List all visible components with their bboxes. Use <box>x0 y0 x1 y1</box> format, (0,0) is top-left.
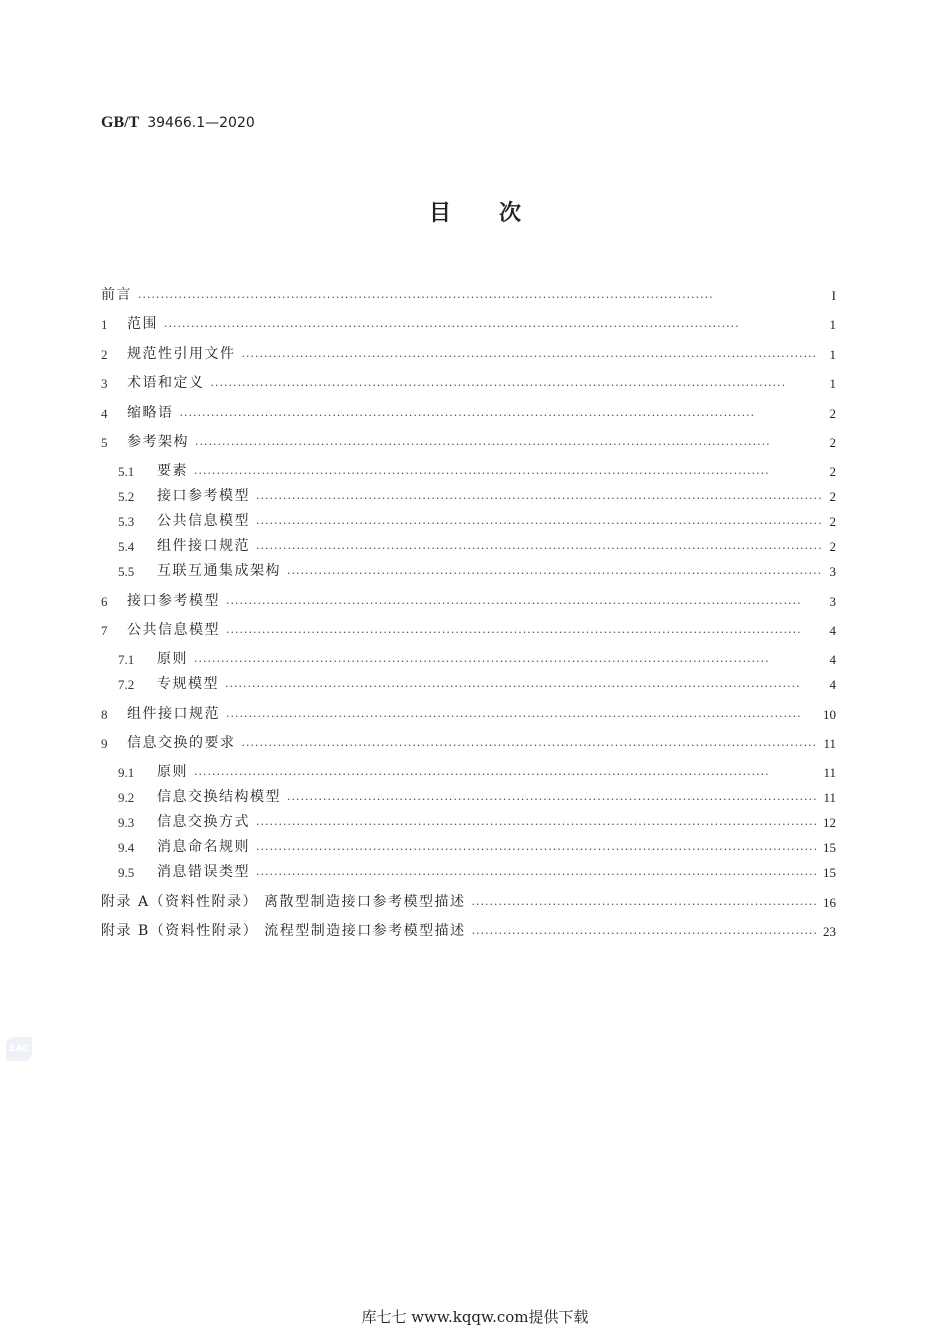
dot-leader <box>256 818 817 831</box>
dot-leader <box>180 409 823 422</box>
dot-leader <box>242 350 823 363</box>
toc-entry-label: 信息交换结构模型 <box>157 789 281 805</box>
dot-leader <box>472 927 817 940</box>
toc-entry-label: 术语和定义 <box>127 375 205 391</box>
toc-entry[interactable] <box>101 723 836 753</box>
toc-entry-page: 4 <box>829 623 836 638</box>
toc-entry-number: 6 <box>101 593 108 609</box>
dot-leader <box>211 379 823 392</box>
toc-entry-label: 信息交换方式 <box>157 814 250 830</box>
toc-entry-number: 9.3 <box>118 815 135 830</box>
standard-number: 39466.1—2020 <box>147 115 255 131</box>
dot-leader <box>138 291 822 304</box>
dot-leader <box>194 655 822 668</box>
toc-entry-label: 接口参考模型 <box>157 488 250 504</box>
toc-entry-page: 1 <box>829 376 836 391</box>
dot-leader <box>194 467 822 480</box>
toc-entry-number: 5.1 <box>118 464 135 479</box>
toc-entry[interactable] <box>101 422 836 452</box>
toc-entry-label: 公共信息模型 <box>127 622 220 638</box>
toc-entry-page: 3 <box>829 564 836 579</box>
toc-entry-page: 2 <box>829 514 836 529</box>
toc-entry[interactable] <box>101 668 836 693</box>
toc-entry-label: 接口参考模型 <box>127 592 220 609</box>
dot-leader <box>256 517 822 530</box>
toc-entry-number: 5.3 <box>118 514 135 529</box>
toc-entry[interactable] <box>101 505 836 530</box>
toc-entry-label: 原则 <box>157 764 188 780</box>
toc-entry[interactable] <box>101 693 836 723</box>
toc-entry[interactable] <box>101 911 836 941</box>
toc-entry-number: 2 <box>101 346 108 362</box>
toc-entry-label: 前言 <box>101 286 132 303</box>
toc-entry-label: 原则 <box>157 651 188 667</box>
toc-entry-number: 7 <box>101 623 108 638</box>
dot-leader <box>287 793 817 806</box>
toc-entry-page: 10 <box>823 706 836 722</box>
toc-entry-number: 5.4 <box>118 539 135 554</box>
toc-entry[interactable] <box>101 781 836 806</box>
toc-entry-page: I <box>831 287 836 303</box>
toc-entry-number: 4 <box>101 405 108 421</box>
toc-entry-label: 范围 <box>127 316 158 332</box>
toc-entry-page: 1 <box>829 317 836 332</box>
toc-entry-label: 附录 A（资料性附录） 离散型制造接口参考模型描述 <box>101 893 466 910</box>
toc-entry-page: 11 <box>823 790 836 805</box>
toc-entry-number: 3 <box>101 376 108 391</box>
dot-leader <box>226 626 822 639</box>
dot-leader <box>256 843 817 856</box>
dot-leader <box>256 868 817 881</box>
toc-entry-number: 5 <box>101 435 108 450</box>
toc-entry-label: 信息交换的要求 <box>127 735 236 751</box>
toc-entry-label: 消息错误类型 <box>157 864 250 880</box>
toc-entry-number: 9.4 <box>118 840 135 855</box>
toc-entry-number: 7.1 <box>118 652 135 667</box>
toc-entry[interactable] <box>101 333 836 363</box>
dot-leader <box>256 542 822 555</box>
toc-entry[interactable] <box>101 831 836 856</box>
toc-entry-label: 参考架构 <box>127 434 189 450</box>
dot-leader <box>225 680 822 693</box>
toc-entry-page: 11 <box>823 736 836 751</box>
dot-leader <box>472 898 817 911</box>
toc-entry-page: 2 <box>829 464 836 479</box>
toc-entry-page: 15 <box>823 840 836 855</box>
toc-entry[interactable] <box>101 363 836 393</box>
dot-leader <box>194 768 817 781</box>
toc-entry[interactable] <box>101 451 836 480</box>
toc-entry-page: 4 <box>829 652 836 667</box>
toc-entry-page: 2 <box>829 435 836 450</box>
dot-leader <box>164 320 822 333</box>
dot-leader <box>195 438 822 451</box>
toc-entry-number: 9 <box>101 736 108 751</box>
toc-entry[interactable] <box>101 752 836 781</box>
dot-leader <box>287 567 822 580</box>
toc-entry-label: 公共信息模型 <box>157 513 250 529</box>
toc-entry-label: 组件接口规范 <box>157 538 250 554</box>
toc-entry[interactable] <box>101 610 836 640</box>
toc-entry-page: 1 <box>829 346 836 362</box>
toc-entry-page: 4 <box>829 677 836 692</box>
toc-entry-number: 5.2 <box>118 489 135 504</box>
toc-entry[interactable] <box>101 856 836 881</box>
toc-entry-number: 1 <box>101 317 108 332</box>
toc-entry-page: 15 <box>823 865 836 880</box>
toc-entry[interactable] <box>101 480 836 505</box>
toc-entry-page: 2 <box>829 539 836 554</box>
toc-entry-label: 组件接口规范 <box>127 705 220 722</box>
standard-prefix: GB/T <box>101 114 140 131</box>
toc-entry-label: 要素 <box>157 463 188 479</box>
toc-entry-label: 规范性引用文件 <box>127 345 236 362</box>
dot-leader <box>226 710 817 723</box>
toc-entry-number: 8 <box>101 706 108 722</box>
toc-entry-page: 3 <box>829 593 836 609</box>
toc-entry-label: 互联互通集成架构 <box>157 563 281 579</box>
toc-entry-page: 2 <box>829 489 836 504</box>
toc-entry[interactable] <box>101 639 836 668</box>
standard-header <box>101 113 255 132</box>
sac-watermark-logo: SAC <box>6 1037 32 1061</box>
toc-entry[interactable] <box>101 274 836 304</box>
dot-leader <box>226 597 822 610</box>
toc-entry-label: 专规模型 <box>157 676 219 692</box>
toc-entry-page: 12 <box>823 815 836 830</box>
toc-entry-number: 9.2 <box>118 790 135 805</box>
page-title: 目次 <box>428 201 569 226</box>
toc-entry-label: 缩略语 <box>127 404 174 421</box>
toc-entry-label: 附录 B（资料性附录） 流程型制造接口参考模型描述 <box>101 923 466 939</box>
dot-leader <box>256 492 822 505</box>
toc-entry[interactable] <box>101 580 836 610</box>
toc-entry-page: 16 <box>823 894 836 910</box>
toc-entry[interactable] <box>101 392 836 422</box>
toc-entry[interactable] <box>101 304 836 334</box>
footer-text: 库七七 www.kqqw.com提供下载 <box>361 1308 589 1326</box>
toc-entry-label: 消息命名规则 <box>157 839 250 855</box>
toc-entry-page: 11 <box>823 765 836 780</box>
toc-entry-number: 7.2 <box>118 677 135 692</box>
toc-entry-number: 5.5 <box>118 564 135 579</box>
toc-entry-number: 9.1 <box>118 765 135 780</box>
toc-entry-page: 2 <box>829 405 836 421</box>
toc-entry-number: 9.5 <box>118 865 135 880</box>
toc-entry-page: 23 <box>823 924 836 939</box>
toc-entry[interactable] <box>101 530 836 555</box>
table-of-contents <box>101 274 836 940</box>
toc-entry[interactable] <box>101 806 836 831</box>
dot-leader <box>242 739 818 752</box>
toc-entry[interactable] <box>101 555 836 580</box>
toc-entry[interactable] <box>101 881 836 911</box>
